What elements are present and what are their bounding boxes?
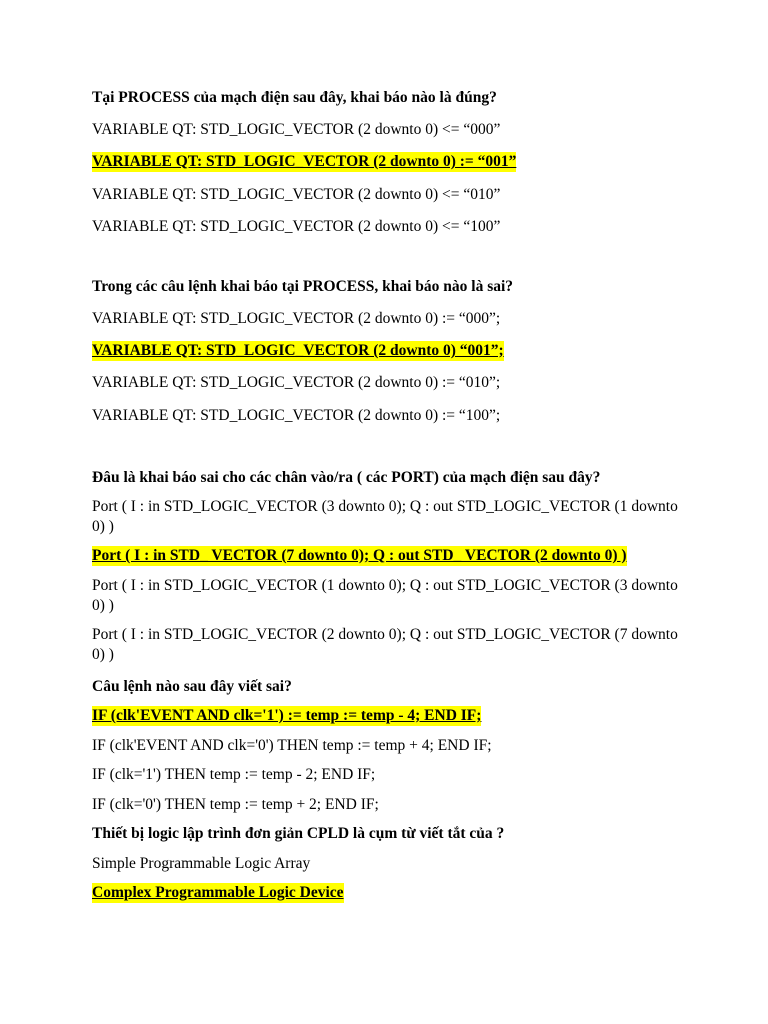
answer-1c: VARIABLE QT: STD_LOGIC_VECTOR (2 downto 0) <= “010” (92, 186, 501, 203)
answer-4d: IF (clk='0') THEN temp := temp + 2; END IF; (92, 796, 379, 813)
question-4: Câu lệnh nào sau đây viết sai? (92, 678, 292, 695)
answer-3c: Port ( I : in STD_LOGIC_VECTOR (1 downto 0); Q : out STD_LOGIC_VECTOR (3 downto 0) ) (92, 577, 678, 614)
question-2: Trong các câu lệnh khai báo tại PROCESS, khai báo nào là sai? (92, 278, 514, 295)
answer-2c: VARIABLE QT: STD_LOGIC_VECTOR (2 downto 0) := “010”; (92, 374, 501, 391)
question-3: Đâu là khai báo sai cho các chân vào/ra ( các PORT) của mạch điện sau đây? (92, 469, 601, 486)
answer-4b: IF (clk'EVENT AND clk='0') THEN temp := temp + 4; END IF; (92, 737, 492, 754)
answer-1a: VARIABLE QT: STD_LOGIC_VECTOR (2 downto 0) <= “000” (92, 121, 501, 138)
answer-2b-highlighted: VARIABLE QT: STD_LOGIC_VECTOR (2 downto 0) “001”; (92, 342, 504, 359)
answer-1b-highlighted: VARIABLE QT: STD_LOGIC_VECTOR (2 downto 0) := “001” (92, 153, 517, 170)
answer-2a: VARIABLE QT: STD_LOGIC_VECTOR (2 downto 0) := “000”; (92, 310, 501, 327)
answer-3b-highlighted: Port ( I : in STD_ VECTOR (7 downto 0); Q : out STD_ VECTOR (2 downto 0) ) (92, 547, 627, 564)
answer-4c: IF (clk='1') THEN temp := temp - 2; END IF; (92, 766, 376, 783)
question-5: Thiết bị logic lập trình đơn giản CPLD là cụm từ viết tắt của ? (92, 825, 505, 842)
answer-5a: Simple Programmable Logic Array (92, 855, 311, 872)
question-1: Tại PROCESS của mạch điện sau đây, khai báo nào là đúng? (92, 89, 497, 106)
answer-5b-highlighted: Complex Programmable Logic Device (92, 884, 344, 901)
answer-4a-highlighted: IF (clk'EVENT AND clk='1') := temp := temp - 4; END IF; (92, 707, 482, 724)
answer-1d: VARIABLE QT: STD_LOGIC_VECTOR (2 downto 0) <= “100” (92, 218, 501, 235)
answer-3a: Port ( I : in STD_LOGIC_VECTOR (3 downto 0); Q : out STD_LOGIC_VECTOR (1 downto 0) ) (92, 498, 678, 535)
answer-3d: Port ( I : in STD_LOGIC_VECTOR (2 downto 0); Q : out STD_LOGIC_VECTOR (7 downto 0) ) (92, 626, 678, 663)
answer-2d: VARIABLE QT: STD_LOGIC_VECTOR (2 downto 0) := “100”; (92, 407, 501, 424)
